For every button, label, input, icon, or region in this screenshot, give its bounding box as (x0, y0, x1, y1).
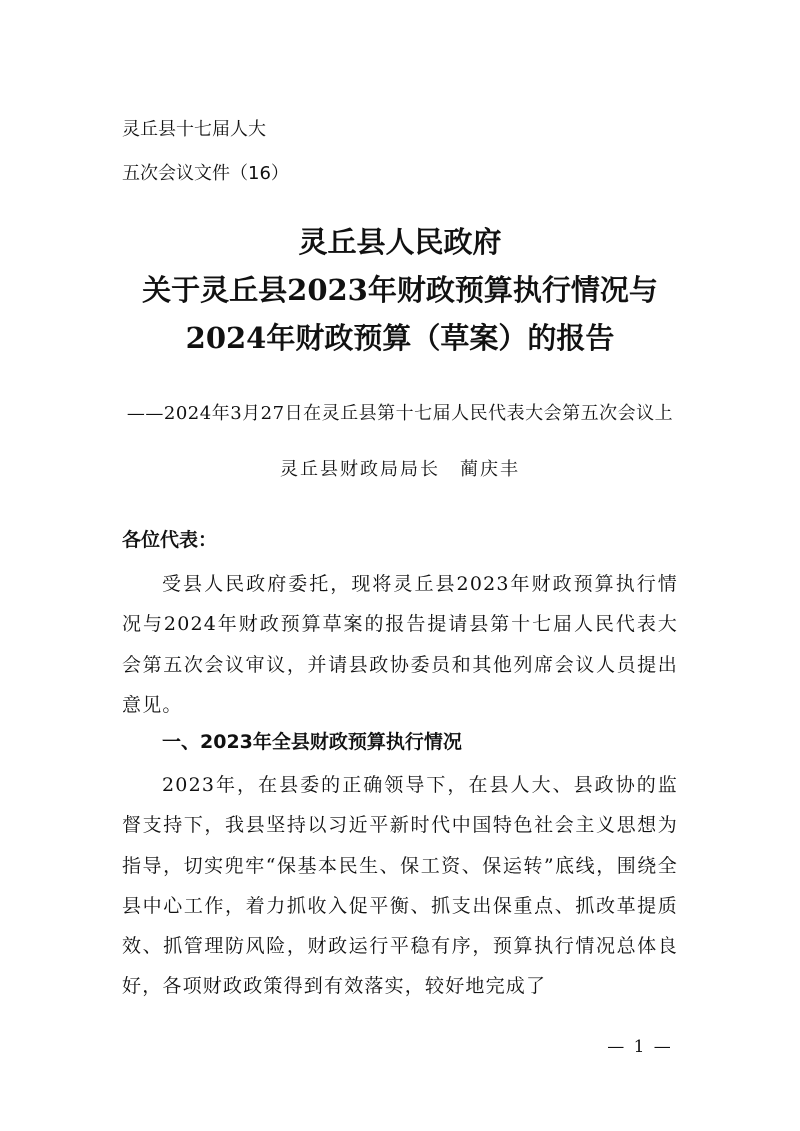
report-title-line1: 灵丘县人民政府 (298, 225, 502, 259)
report-date-occasion: ——2024年3月27日在灵丘县第十七届人民代表大会第五次会议上 (126, 403, 674, 424)
page-number: — 1 — (607, 1037, 673, 1057)
report-title-line3: 2024年财政预算（草案）的报告 (185, 321, 615, 355)
report-author: 灵丘县财政局局长 蔺庆丰 (280, 459, 520, 480)
report-title-line2: 关于灵丘县2023年财政预算执行情况与 (142, 273, 658, 307)
section-heading: 一、2023年全县财政预算执行情况 (162, 731, 462, 753)
salutation: 各位代表： (122, 529, 218, 551)
document-label-file-number: 五次会议文件（16） (122, 163, 289, 184)
body-paragraph: 2023年，在县委的正确领导下，在县人大、县政协的监督支持下，我县坚持以习近平新时代中国特色社会主义思想为指导，切实兜牢“保基本民生、保工资、保运转”底线，围绕全县中心工作，着力抓收入促平衡、抓支出保重点、抓改革提质效、抓管理防风险，财政运行平稳有序，预算执行情况总体良好，各项财政政策得到有效落实，较好地完成了 (122, 774, 678, 998)
document-label-session: 灵丘县十七届人大 (122, 119, 266, 140)
intro-paragraph: 受县人民政府委托，现将灵丘县2023年财政预算执行情况与2024年财政预算草案的报告提请县第十七届人民代表大会第五次会议审议，并请县政协委员和其他列席会议人员提出意见。 (122, 573, 678, 716)
